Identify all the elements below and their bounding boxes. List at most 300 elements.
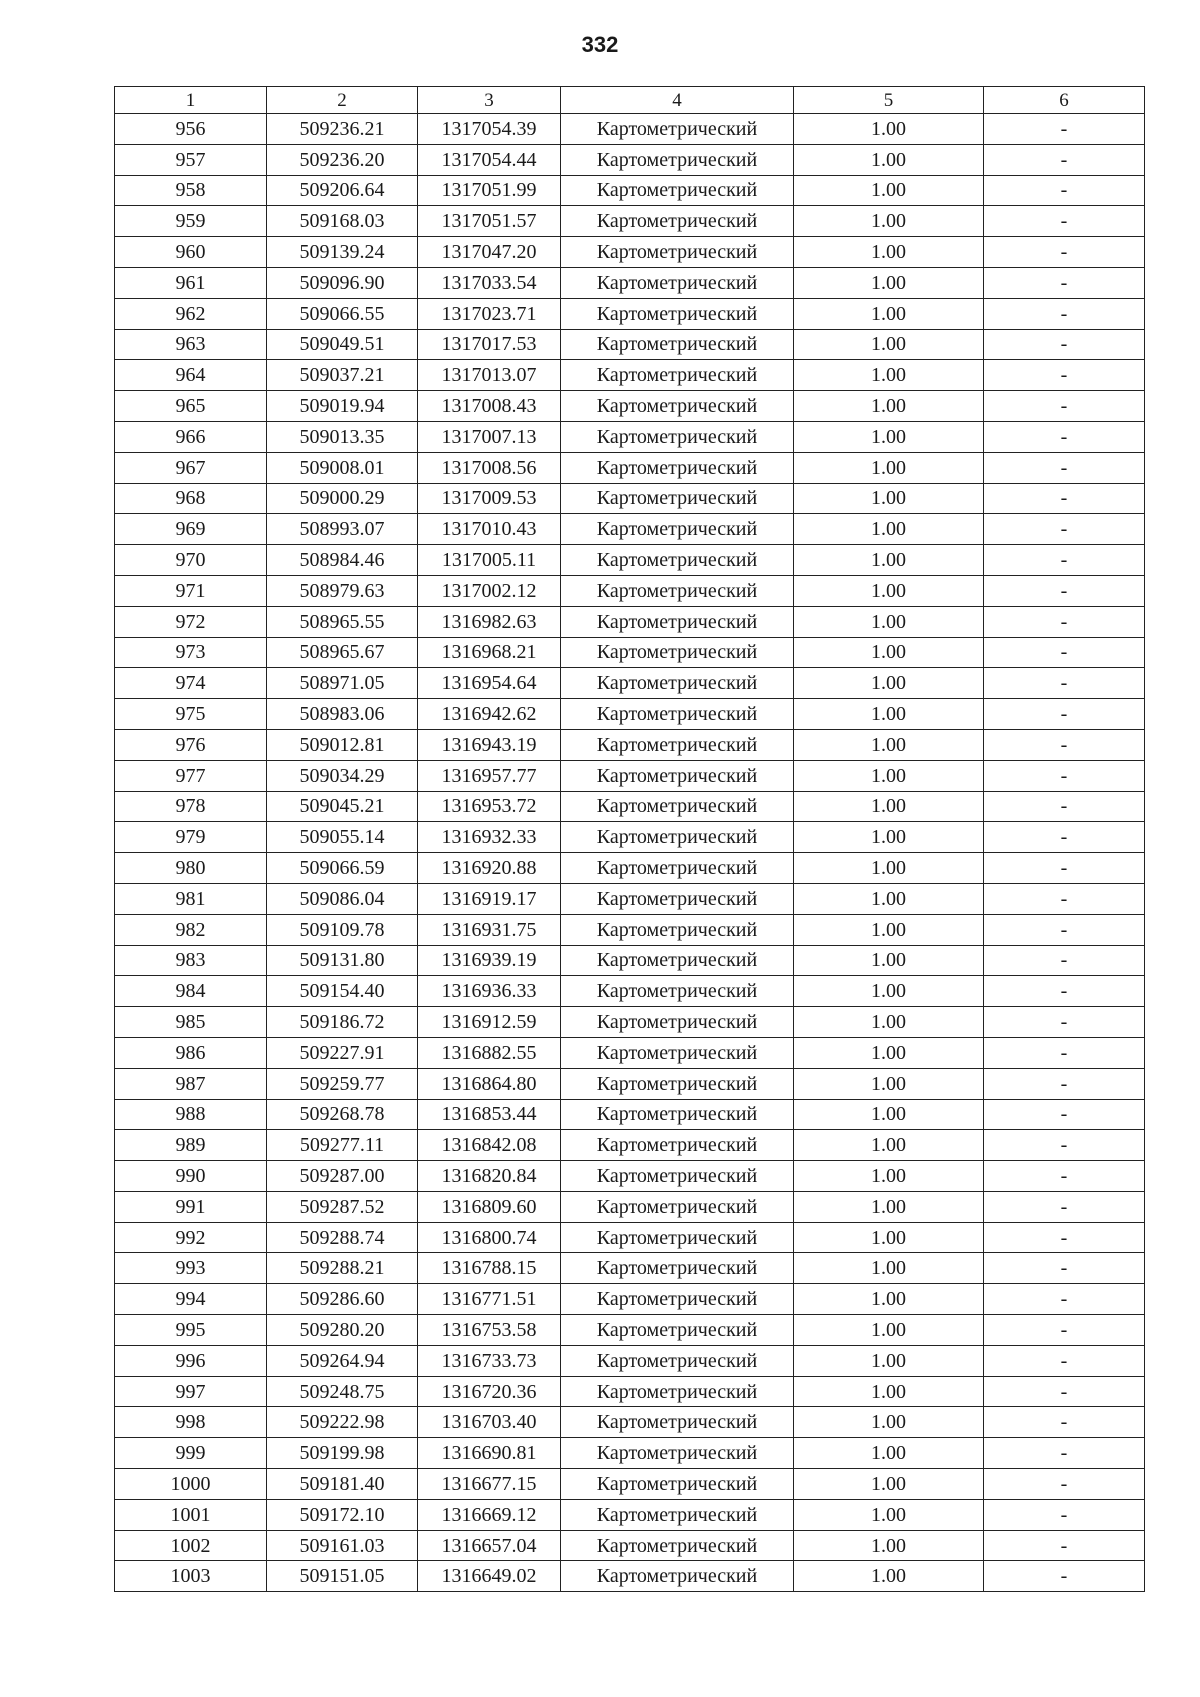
accuracy-cell: 1.00 [794, 883, 984, 914]
point-number-cell: 978 [115, 791, 267, 822]
x-coordinate-cell: 509161.03 [267, 1530, 418, 1561]
x-coordinate-cell: 508979.63 [267, 575, 418, 606]
method-cell: Картометрический [561, 237, 794, 268]
table-row [115, 606, 1145, 637]
header-cell-6: 6 [984, 87, 1145, 114]
point-number-cell: 976 [115, 729, 267, 760]
point-number-cell: 960 [115, 237, 267, 268]
method-cell: Картометрический [561, 976, 794, 1007]
accuracy-cell: 1.00 [794, 1499, 984, 1530]
x-coordinate-cell: 509288.74 [267, 1222, 418, 1253]
y-coordinate-cell: 1316677.15 [418, 1469, 561, 1500]
description-cell: - [984, 668, 1145, 699]
description-cell: - [984, 298, 1145, 329]
accuracy-cell: 1.00 [794, 853, 984, 884]
description-cell: - [984, 1345, 1145, 1376]
table-row [115, 1253, 1145, 1284]
method-cell: Картометрический [561, 329, 794, 360]
table-row [115, 298, 1145, 329]
method-cell: Картометрический [561, 421, 794, 452]
description-cell: - [984, 1161, 1145, 1192]
method-cell: Картометрический [561, 452, 794, 483]
point-number-cell: 989 [115, 1130, 267, 1161]
point-number-cell: 962 [115, 298, 267, 329]
header-cell-3: 3 [418, 87, 561, 114]
accuracy-cell: 1.00 [794, 144, 984, 175]
y-coordinate-cell: 1317017.53 [418, 329, 561, 360]
method-cell: Картометрический [561, 945, 794, 976]
y-coordinate-cell: 1316864.80 [418, 1068, 561, 1099]
description-cell: - [984, 637, 1145, 668]
description-cell: - [984, 1007, 1145, 1038]
table-row [115, 483, 1145, 514]
x-coordinate-cell: 509280.20 [267, 1315, 418, 1346]
method-cell: Картометрический [561, 360, 794, 391]
y-coordinate-cell: 1316669.12 [418, 1499, 561, 1530]
x-coordinate-cell: 509172.10 [267, 1499, 418, 1530]
table-row [115, 452, 1145, 483]
x-coordinate-cell: 509286.60 [267, 1284, 418, 1315]
y-coordinate-cell: 1316920.88 [418, 853, 561, 884]
method-cell: Картометрический [561, 1561, 794, 1592]
y-coordinate-cell: 1317051.99 [418, 175, 561, 206]
method-cell: Картометрический [561, 1315, 794, 1346]
table-row [115, 1345, 1145, 1376]
table-row [115, 1007, 1145, 1038]
y-coordinate-cell: 1316853.44 [418, 1099, 561, 1130]
y-coordinate-cell: 1317008.56 [418, 452, 561, 483]
x-coordinate-cell: 509139.24 [267, 237, 418, 268]
table-row [115, 1561, 1145, 1592]
x-coordinate-cell: 509066.55 [267, 298, 418, 329]
method-cell: Картометрический [561, 144, 794, 175]
table-row [115, 575, 1145, 606]
description-cell: - [984, 1469, 1145, 1500]
method-cell: Картометрический [561, 606, 794, 637]
table-row [115, 1315, 1145, 1346]
description-cell: - [984, 1561, 1145, 1592]
point-number-cell: 1000 [115, 1469, 267, 1500]
x-coordinate-cell: 509008.01 [267, 452, 418, 483]
point-number-cell: 985 [115, 1007, 267, 1038]
x-coordinate-cell: 509154.40 [267, 976, 418, 1007]
method-cell: Картометрический [561, 637, 794, 668]
table-row [115, 1191, 1145, 1222]
description-cell: - [984, 976, 1145, 1007]
y-coordinate-cell: 1316788.15 [418, 1253, 561, 1284]
description-cell: - [984, 791, 1145, 822]
description-cell: - [984, 1530, 1145, 1561]
point-number-cell: 956 [115, 114, 267, 145]
y-coordinate-cell: 1317009.53 [418, 483, 561, 514]
point-number-cell: 990 [115, 1161, 267, 1192]
table-row [115, 699, 1145, 730]
x-coordinate-cell: 509055.14 [267, 822, 418, 853]
method-cell: Картометрический [561, 267, 794, 298]
table-row [115, 1037, 1145, 1068]
y-coordinate-cell: 1317051.57 [418, 206, 561, 237]
header-cell-4: 4 [561, 87, 794, 114]
table-row [115, 1161, 1145, 1192]
method-cell: Картометрический [561, 1469, 794, 1500]
point-number-cell: 957 [115, 144, 267, 175]
accuracy-cell: 1.00 [794, 514, 984, 545]
method-cell: Картометрический [561, 1438, 794, 1469]
y-coordinate-cell: 1316733.73 [418, 1345, 561, 1376]
point-number-cell: 1003 [115, 1561, 267, 1592]
table-row [115, 976, 1145, 1007]
method-cell: Картометрический [561, 1068, 794, 1099]
description-cell: - [984, 144, 1145, 175]
description-cell: - [984, 1037, 1145, 1068]
description-cell: - [984, 1130, 1145, 1161]
method-cell: Картометрический [561, 114, 794, 145]
accuracy-cell: 1.00 [794, 976, 984, 1007]
method-cell: Картометрический [561, 1191, 794, 1222]
table-row [115, 1130, 1145, 1161]
table-row [115, 1284, 1145, 1315]
method-cell: Картометрический [561, 760, 794, 791]
y-coordinate-cell: 1316771.51 [418, 1284, 561, 1315]
x-coordinate-cell: 509227.91 [267, 1037, 418, 1068]
description-cell: - [984, 1253, 1145, 1284]
method-cell: Картометрический [561, 1007, 794, 1038]
accuracy-cell: 1.00 [794, 298, 984, 329]
table-row [115, 391, 1145, 422]
accuracy-cell: 1.00 [794, 452, 984, 483]
table-row [115, 1469, 1145, 1500]
y-coordinate-cell: 1316953.72 [418, 791, 561, 822]
description-cell: - [984, 175, 1145, 206]
point-number-cell: 971 [115, 575, 267, 606]
header-cell-1: 1 [115, 87, 267, 114]
method-cell: Картометрический [561, 1499, 794, 1530]
x-coordinate-cell: 509151.05 [267, 1561, 418, 1592]
point-number-cell: 983 [115, 945, 267, 976]
description-cell: - [984, 1099, 1145, 1130]
point-number-cell: 970 [115, 545, 267, 576]
description-cell: - [984, 206, 1145, 237]
x-coordinate-cell: 509268.78 [267, 1099, 418, 1130]
description-cell: - [984, 1407, 1145, 1438]
method-cell: Картометрический [561, 1130, 794, 1161]
y-coordinate-cell: 1317007.13 [418, 421, 561, 452]
table-row [115, 668, 1145, 699]
point-number-cell: 975 [115, 699, 267, 730]
table-row [115, 360, 1145, 391]
point-number-cell: 992 [115, 1222, 267, 1253]
method-cell: Картометрический [561, 575, 794, 606]
table-row [115, 514, 1145, 545]
y-coordinate-cell: 1317047.20 [418, 237, 561, 268]
x-coordinate-cell: 509000.29 [267, 483, 418, 514]
method-cell: Картометрический [561, 1099, 794, 1130]
y-coordinate-cell: 1317008.43 [418, 391, 561, 422]
table-row [115, 822, 1145, 853]
method-cell: Картометрический [561, 791, 794, 822]
point-number-cell: 969 [115, 514, 267, 545]
y-coordinate-cell: 1317054.39 [418, 114, 561, 145]
accuracy-cell: 1.00 [794, 1099, 984, 1130]
table-row [115, 114, 1145, 145]
method-cell: Картометрический [561, 699, 794, 730]
accuracy-cell: 1.00 [794, 575, 984, 606]
y-coordinate-cell: 1316919.17 [418, 883, 561, 914]
accuracy-cell: 1.00 [794, 1345, 984, 1376]
accuracy-cell: 1.00 [794, 206, 984, 237]
y-coordinate-cell: 1316957.77 [418, 760, 561, 791]
description-cell: - [984, 421, 1145, 452]
description-cell: - [984, 1191, 1145, 1222]
x-coordinate-cell: 509037.21 [267, 360, 418, 391]
point-number-cell: 997 [115, 1376, 267, 1407]
method-cell: Картометрический [561, 914, 794, 945]
accuracy-cell: 1.00 [794, 668, 984, 699]
accuracy-cell: 1.00 [794, 945, 984, 976]
accuracy-cell: 1.00 [794, 914, 984, 945]
description-cell: - [984, 729, 1145, 760]
point-number-cell: 986 [115, 1037, 267, 1068]
accuracy-cell: 1.00 [794, 1037, 984, 1068]
accuracy-cell: 1.00 [794, 1469, 984, 1500]
accuracy-cell: 1.00 [794, 545, 984, 576]
accuracy-cell: 1.00 [794, 1376, 984, 1407]
point-number-cell: 958 [115, 175, 267, 206]
table-row [115, 144, 1145, 175]
x-coordinate-cell: 509222.98 [267, 1407, 418, 1438]
point-number-cell: 1001 [115, 1499, 267, 1530]
method-cell: Картометрический [561, 853, 794, 884]
point-number-cell: 959 [115, 206, 267, 237]
method-cell: Картометрический [561, 668, 794, 699]
x-coordinate-cell: 509131.80 [267, 945, 418, 976]
point-number-cell: 994 [115, 1284, 267, 1315]
point-number-cell: 998 [115, 1407, 267, 1438]
point-number-cell: 1002 [115, 1530, 267, 1561]
y-coordinate-cell: 1317002.12 [418, 575, 561, 606]
point-number-cell: 974 [115, 668, 267, 699]
point-number-cell: 991 [115, 1191, 267, 1222]
method-cell: Картометрический [561, 545, 794, 576]
x-coordinate-cell: 509019.94 [267, 391, 418, 422]
x-coordinate-cell: 509186.72 [267, 1007, 418, 1038]
table-row [115, 206, 1145, 237]
table-row [115, 421, 1145, 452]
x-coordinate-cell: 508965.55 [267, 606, 418, 637]
accuracy-cell: 1.00 [794, 729, 984, 760]
method-cell: Картометрический [561, 206, 794, 237]
y-coordinate-cell: 1316882.55 [418, 1037, 561, 1068]
description-cell: - [984, 914, 1145, 945]
y-coordinate-cell: 1317013.07 [418, 360, 561, 391]
accuracy-cell: 1.00 [794, 1284, 984, 1315]
y-coordinate-cell: 1316936.33 [418, 976, 561, 1007]
table-row [115, 1499, 1145, 1530]
x-coordinate-cell: 509013.35 [267, 421, 418, 452]
y-coordinate-cell: 1316968.21 [418, 637, 561, 668]
page-number: 332 [581, 32, 619, 57]
y-coordinate-cell: 1316939.19 [418, 945, 561, 976]
y-coordinate-cell: 1316703.40 [418, 1407, 561, 1438]
method-cell: Картометрический [561, 1037, 794, 1068]
y-coordinate-cell: 1316657.04 [418, 1530, 561, 1561]
point-number-cell: 977 [115, 760, 267, 791]
table-row [115, 1530, 1145, 1561]
description-cell: - [984, 1438, 1145, 1469]
point-number-cell: 995 [115, 1315, 267, 1346]
x-coordinate-cell: 509288.21 [267, 1253, 418, 1284]
x-coordinate-cell: 509206.64 [267, 175, 418, 206]
accuracy-cell: 1.00 [794, 1222, 984, 1253]
point-number-cell: 968 [115, 483, 267, 514]
y-coordinate-cell: 1316943.19 [418, 729, 561, 760]
method-cell: Картометрический [561, 822, 794, 853]
method-cell: Картометрический [561, 1407, 794, 1438]
description-cell: - [984, 760, 1145, 791]
table-row [115, 1222, 1145, 1253]
description-cell: - [984, 329, 1145, 360]
description-cell: - [984, 853, 1145, 884]
y-coordinate-cell: 1317005.11 [418, 545, 561, 576]
point-number-cell: 982 [115, 914, 267, 945]
y-coordinate-cell: 1316931.75 [418, 914, 561, 945]
y-coordinate-cell: 1316800.74 [418, 1222, 561, 1253]
accuracy-cell: 1.00 [794, 267, 984, 298]
point-number-cell: 967 [115, 452, 267, 483]
description-cell: - [984, 1068, 1145, 1099]
method-cell: Картометрический [561, 391, 794, 422]
accuracy-cell: 1.00 [794, 1438, 984, 1469]
accuracy-cell: 1.00 [794, 1561, 984, 1592]
accuracy-cell: 1.00 [794, 760, 984, 791]
x-coordinate-cell: 508983.06 [267, 699, 418, 730]
table-row [115, 914, 1145, 945]
y-coordinate-cell: 1316982.63 [418, 606, 561, 637]
x-coordinate-cell: 509236.21 [267, 114, 418, 145]
accuracy-cell: 1.00 [794, 1191, 984, 1222]
header-cell-2: 2 [267, 87, 418, 114]
description-cell: - [984, 1315, 1145, 1346]
point-number-cell: 984 [115, 976, 267, 1007]
x-coordinate-cell: 509109.78 [267, 914, 418, 945]
x-coordinate-cell: 509259.77 [267, 1068, 418, 1099]
accuracy-cell: 1.00 [794, 114, 984, 145]
description-cell: - [984, 237, 1145, 268]
description-cell: - [984, 699, 1145, 730]
description-cell: - [984, 514, 1145, 545]
point-number-cell: 965 [115, 391, 267, 422]
point-number-cell: 963 [115, 329, 267, 360]
point-number-cell: 993 [115, 1253, 267, 1284]
point-number-cell: 981 [115, 883, 267, 914]
x-coordinate-cell: 509264.94 [267, 1345, 418, 1376]
method-cell: Картометрический [561, 298, 794, 329]
x-coordinate-cell: 509236.20 [267, 144, 418, 175]
method-cell: Картометрический [561, 483, 794, 514]
y-coordinate-cell: 1316649.02 [418, 1561, 561, 1592]
accuracy-cell: 1.00 [794, 1253, 984, 1284]
method-cell: Картометрический [561, 1222, 794, 1253]
method-cell: Картометрический [561, 514, 794, 545]
y-coordinate-cell: 1316942.62 [418, 699, 561, 730]
x-coordinate-cell: 509086.04 [267, 883, 418, 914]
y-coordinate-cell: 1316753.58 [418, 1315, 561, 1346]
y-coordinate-cell: 1316912.59 [418, 1007, 561, 1038]
description-cell: - [984, 114, 1145, 145]
y-coordinate-cell: 1317010.43 [418, 514, 561, 545]
method-cell: Картометрический [561, 175, 794, 206]
y-coordinate-cell: 1317033.54 [418, 267, 561, 298]
description-cell: - [984, 1284, 1145, 1315]
accuracy-cell: 1.00 [794, 360, 984, 391]
point-number-cell: 996 [115, 1345, 267, 1376]
table-row [115, 1376, 1145, 1407]
description-cell: - [984, 822, 1145, 853]
description-cell: - [984, 883, 1145, 914]
method-cell: Картометрический [561, 729, 794, 760]
method-cell: Картометрический [561, 1376, 794, 1407]
point-number-cell: 972 [115, 606, 267, 637]
accuracy-cell: 1.00 [794, 1007, 984, 1038]
point-number-cell: 988 [115, 1099, 267, 1130]
table-body [115, 114, 1145, 1592]
accuracy-cell: 1.00 [794, 1530, 984, 1561]
table-row [115, 883, 1145, 914]
y-coordinate-cell: 1316720.36 [418, 1376, 561, 1407]
accuracy-cell: 1.00 [794, 1407, 984, 1438]
y-coordinate-cell: 1317023.71 [418, 298, 561, 329]
x-coordinate-cell: 509034.29 [267, 760, 418, 791]
table-row [115, 237, 1145, 268]
accuracy-cell: 1.00 [794, 637, 984, 668]
method-cell: Картометрический [561, 1284, 794, 1315]
accuracy-cell: 1.00 [794, 1068, 984, 1099]
point-number-cell: 980 [115, 853, 267, 884]
description-cell: - [984, 360, 1145, 391]
coordinates-table [114, 86, 1145, 1592]
accuracy-cell: 1.00 [794, 391, 984, 422]
accuracy-cell: 1.00 [794, 1130, 984, 1161]
method-cell: Картометрический [561, 1253, 794, 1284]
x-coordinate-cell: 509096.90 [267, 267, 418, 298]
accuracy-cell: 1.00 [794, 699, 984, 730]
description-cell: - [984, 483, 1145, 514]
description-cell: - [984, 1222, 1145, 1253]
y-coordinate-cell: 1316809.60 [418, 1191, 561, 1222]
y-coordinate-cell: 1316932.33 [418, 822, 561, 853]
point-number-cell: 964 [115, 360, 267, 391]
description-cell: - [984, 545, 1145, 576]
y-coordinate-cell: 1316690.81 [418, 1438, 561, 1469]
table-row [115, 945, 1145, 976]
accuracy-cell: 1.00 [794, 791, 984, 822]
x-coordinate-cell: 509066.59 [267, 853, 418, 884]
table-row [115, 1099, 1145, 1130]
header-cell-5: 5 [794, 87, 984, 114]
x-coordinate-cell: 508984.46 [267, 545, 418, 576]
accuracy-cell: 1.00 [794, 237, 984, 268]
x-coordinate-cell: 509168.03 [267, 206, 418, 237]
accuracy-cell: 1.00 [794, 606, 984, 637]
x-coordinate-cell: 508993.07 [267, 514, 418, 545]
x-coordinate-cell: 509012.81 [267, 729, 418, 760]
table-row [115, 853, 1145, 884]
description-cell: - [984, 452, 1145, 483]
x-coordinate-cell: 509049.51 [267, 329, 418, 360]
method-cell: Картометрический [561, 1530, 794, 1561]
point-number-cell: 987 [115, 1068, 267, 1099]
point-number-cell: 979 [115, 822, 267, 853]
